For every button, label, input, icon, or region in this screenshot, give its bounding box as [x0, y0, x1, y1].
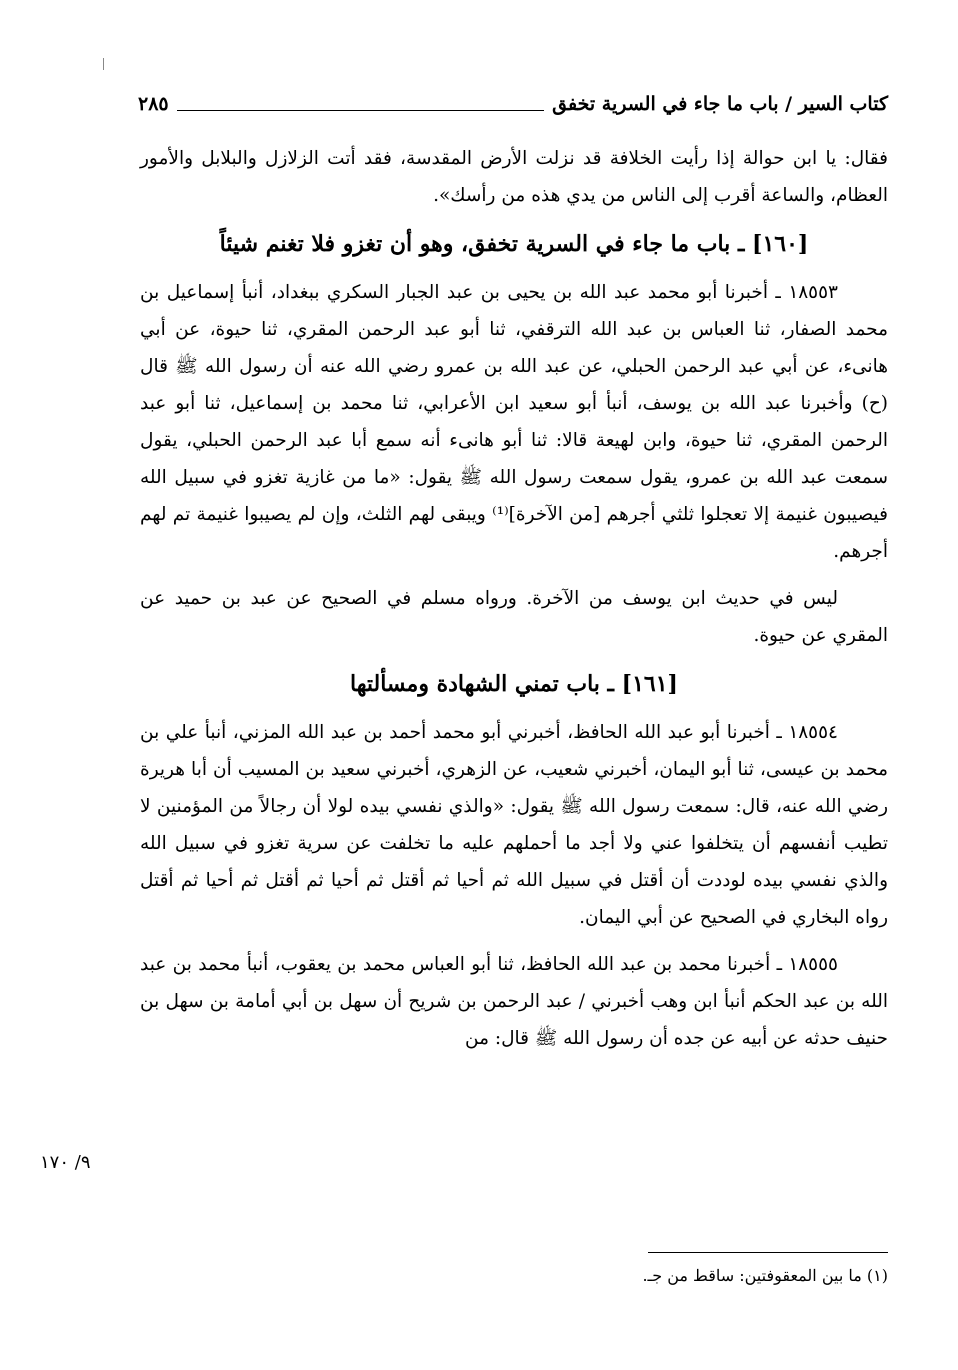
hadith-18555: ١٨٥٥٥ ـ أخبرنا محمد بن عبد الله الحافظ، ثنا أبو العباس محمد بن يعقوب، أنبأ محمد بن عبد الله بن عبد الحكم أنبأ ابن وهب أخبرني / عبد الرحمن بن شريح أن سهل بن أبي أمامة بن سهل بن حنيف حدثه عن أبيه عن جده أن رسول الله ﷺ قال: من	[140, 954, 888, 1049]
chapter-heading-160: [١٦٠] ـ باب ما جاء في السرية تخفق، وهو أن تغزو فلا تغنم شيئاً	[219, 231, 809, 257]
running-title: كتاب السير / باب ما جاء في السرية تخفق	[552, 93, 888, 115]
header-rule	[177, 110, 545, 111]
margin-reference: ٩/ ١٧٠	[40, 1152, 91, 1173]
main-text	[140, 140, 888, 1057]
page-number: ٢٨٥	[138, 93, 169, 115]
chapter-heading-161: [١٦١] ـ باب تمني الشهادة ومسألتها	[350, 671, 678, 697]
paragraph-continuation: فقال: يا ابن حوالة إذا رأيت الخلافة قد نزلت الأرض المقدسة، فقد أتت الزلازل والبلابل والأمور العظام، والساعة أقرب إلى الناس من يدي هذه من رأسك».	[140, 148, 888, 206]
hadith-18553-note: ليس في حديث ابن يوسف من الآخرة. ورواه مسلم في الصحيح عن عبد بن حميد عن المقري عن حيوة.	[140, 588, 888, 646]
hadith-18554: ١٨٥٥٤ ـ أخبرنا أبو عبد الله الحافظ، أخبرني أبو محمد أحمد بن عبد الله المزني، أنبأ علي بن محمد بن عيسى، ثنا أبو اليمان، أخبرني شعيب، عن الزهري، أخبرني سعيد بن المسيب أن أبا هريرة رضي الله عنه، قال: سمعت رسول الله ﷺ يقول: «والذي نفسي بيده لولا أن رجالاً من المؤمنين لا تطيب أنفسهم أن يتخلفوا عني ولا أجد ما أحملهم عليه ما تخلفت عن سرية تغزو في سبيل الله والذي نفسي بيده لوددت أن أقتل في سبيل الله ثم أحيا ثم أقتل ثم أحيا ثم أقتل ثم أحيا ثم أقتل رواه البخاري في الصحيح عن أبي اليمان.	[140, 722, 888, 928]
running-header	[138, 84, 888, 124]
footnote: (١) ما بين المعقوفتين: ساقط من جـ.	[642, 1266, 888, 1285]
footnote-rule	[648, 1252, 888, 1253]
scan-mark	[103, 58, 104, 70]
hadith-18553: ١٨٥٥٣ ـ أخبرنا أبو محمد عبد الله بن يحيى بن عبد الجبار السكري ببغداد، أنبأ إسماعيل بن محمد الصفار، ثنا العباس بن عبد الله الترقفي، ثنا أبو عبد الرحمن المقري، ثنا حيوة، عن أبي هانىء، عن أبي عبد الرحمن الحبلي، عن عبد الله بن عمرو رضي الله عنه أن رسول الله ﷺ قال (ح) وأخبرنا عبد الله بن يوسف، أنبأ أبو سعيد ابن الأعرابي، ثنا محمد بن إسماعيل، ثنا أبو عبد الرحمن المقري، ثنا حيوة، وابن لهيعة قالا: ثنا أبو هانىء أنه سمع أبا عبد الرحمن الحبلي، يقول سمعت عبد الله بن عمرو، يقول سمعت رسول الله ﷺ يقول: «ما من غازية تغزو في سبيل الله فيصيبون غنيمة إلا تعجلوا ثلثي أجرهم [من الآخرة]⁽¹⁾ ويبقى لهم الثلث، وإن لم يصيبوا غنيمة تم لهم أجرهم.	[140, 282, 888, 562]
